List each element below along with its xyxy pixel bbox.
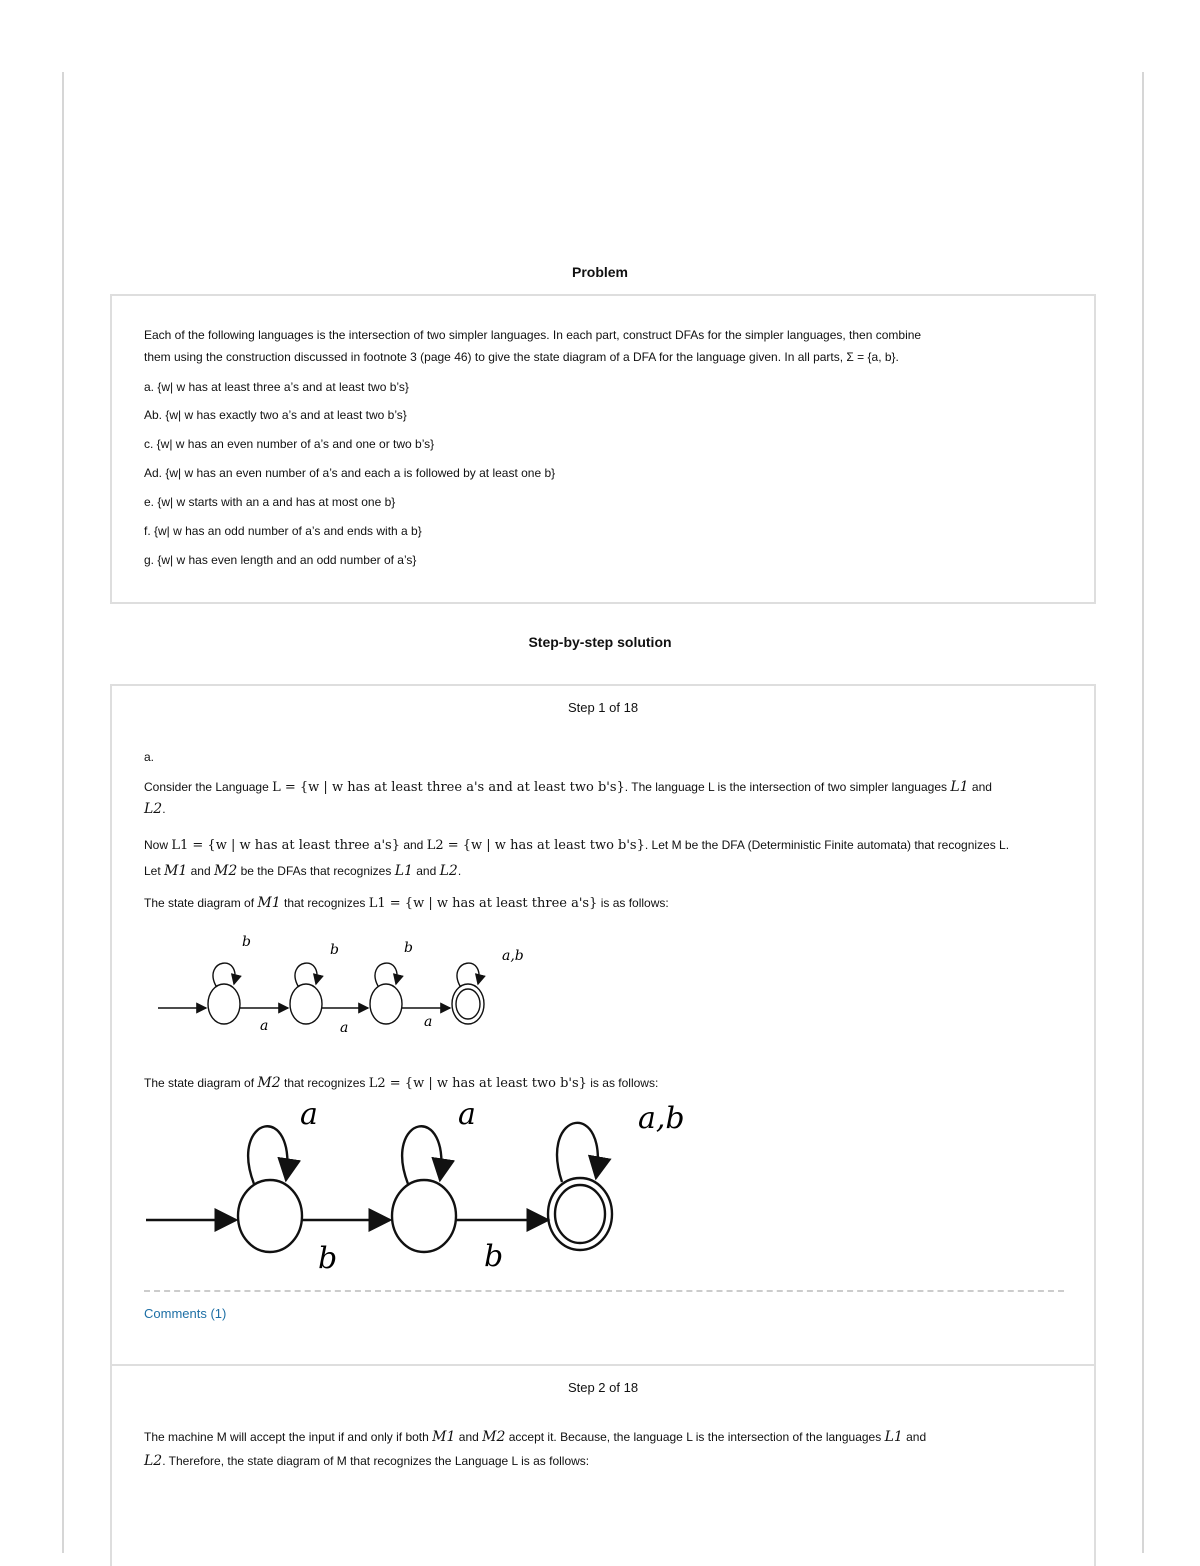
math-language-L: L = {w | w has at least three a's and at least two b's}	[272, 780, 625, 795]
math-L1-def: L1 = {w | w has at least three a's}	[368, 896, 598, 911]
solution-heading: Step-by-step solution	[528, 634, 672, 650]
text: .	[162, 802, 166, 816]
math-M1: M1	[257, 895, 281, 911]
state-p1	[392, 1180, 456, 1252]
problem-heading: Problem	[571, 264, 628, 280]
text: that recognizes	[284, 896, 366, 910]
text: and	[190, 864, 211, 878]
math-M1: M1	[432, 1429, 456, 1445]
loop-q3-label: a,b	[502, 948, 524, 964]
problem-part-g: g. {w| w has even length and an odd number of a’s}	[144, 553, 417, 567]
state-q3-accept-inner	[456, 989, 480, 1019]
math-L1: L1	[394, 863, 413, 879]
text: Let	[144, 864, 161, 878]
loop-p0	[248, 1126, 287, 1184]
text: and	[416, 864, 437, 878]
text: Now	[144, 838, 169, 852]
state-p0	[238, 1180, 302, 1252]
state-q2	[370, 984, 402, 1024]
text: that recognizes	[284, 1076, 366, 1090]
math-M1: M1	[164, 863, 188, 879]
text: The state diagram of	[144, 896, 255, 910]
text: The machine M will accept the input if and only if both	[144, 1430, 429, 1444]
step-1-line1	[144, 778, 1064, 797]
text: and	[971, 780, 992, 794]
edge-p1-p2-label: b	[484, 1239, 504, 1274]
state-p2-accept	[548, 1178, 612, 1250]
loop-q2	[375, 963, 397, 986]
step-1-line3	[144, 862, 1064, 880]
math-M2: M2	[257, 1075, 281, 1091]
loop-q0-label: b	[242, 934, 251, 950]
text: accept it. Because, the language L is the intersection of the languages	[508, 1430, 882, 1444]
math-M2: M2	[482, 1429, 506, 1445]
step-2-card	[110, 1364, 1096, 1566]
loop-q2-label: b	[404, 940, 413, 956]
edge-p0-p1-label: b	[318, 1241, 338, 1276]
text: The state diagram of	[144, 1076, 255, 1090]
math-L2-def: L2 = {w | w has at least two b's}	[426, 838, 645, 853]
text: be the DFAs that recognizes	[240, 864, 392, 878]
text: is as follows:	[590, 1076, 659, 1090]
comments-link[interactable]: Comments (1)	[144, 1306, 227, 1321]
text: and	[403, 838, 424, 852]
state-p2-accept-inner	[555, 1185, 605, 1243]
loop-p1	[402, 1126, 441, 1184]
problem-part-d: Ad. {w| w has an even number of a’s and each a is followed by at least one b}	[144, 466, 556, 480]
math-L2-def: L2 = {w | w has at least two b's}	[368, 1076, 587, 1091]
text: is as follows:	[600, 896, 669, 910]
text: and	[906, 1430, 927, 1444]
problem-part-c: c. {w| w has an even number of a’s and one or two b’s}	[144, 437, 435, 451]
loop-q1	[295, 963, 317, 986]
problem-part-f: f. {w| w has an odd number of a’s and ends with a b}	[144, 524, 422, 538]
dfa-m1-diagram	[142, 926, 562, 1038]
step-1-line2	[144, 836, 1064, 855]
step-1-label: Step 1 of 18	[567, 700, 639, 715]
state-q3-accept	[452, 984, 484, 1024]
problem-part-b: Ab. {w| w has exactly two a’s and at least two b’s}	[144, 408, 407, 422]
text: and	[458, 1430, 479, 1444]
problem-intro-line1: Each of the following languages is the intersection of two simpler languages. In each part, construct DFAs for the simpler languages, then combine	[144, 328, 922, 342]
math-L1: L1	[950, 779, 969, 795]
loop-p2-label: a,b	[638, 1101, 685, 1136]
problem-box	[110, 294, 1096, 604]
text: .	[457, 864, 462, 878]
math-L2: L2	[144, 801, 163, 817]
edge-q2-q3-label: a	[424, 1014, 433, 1030]
text: Consider the Language	[144, 780, 269, 794]
text: . Therefore, the state diagram of M that recognizes the Language L is as follows:	[162, 1454, 590, 1468]
state-q0	[208, 984, 240, 1024]
text: . Let M be the DFA (Deterministic Finite automata) that recognizes L.	[644, 838, 1010, 852]
problem-intro-line2: them using the construction discussed in footnote 3 (page 46) to give the state diagram of a DFA for the language given. In all parts, Σ = {a, b}.	[144, 350, 899, 364]
edge-q1-q2-label: a	[340, 1020, 349, 1036]
loop-q3	[457, 963, 479, 986]
step-1-line1-cont	[144, 800, 1064, 818]
loop-p2	[557, 1123, 598, 1182]
math-L1: L1	[884, 1429, 903, 1445]
text: . The language L is the intersection of two simpler languages	[624, 780, 947, 794]
step-1-card	[110, 684, 1096, 1370]
divider	[144, 1290, 1064, 1292]
dfa-m2-diagram	[142, 1096, 722, 1276]
step-2-label: Step 2 of 18	[567, 1380, 639, 1395]
step-1-line4	[144, 894, 1064, 913]
edge-q0-q1-label: a	[260, 1018, 269, 1034]
problem-part-e: e. {w| w starts with an a and has at most one b}	[144, 495, 396, 509]
state-q1	[290, 984, 322, 1024]
math-M2: M2	[214, 863, 238, 879]
math-L2: L2	[439, 863, 458, 879]
math-L1-def: L1 = {w | w has at least three a's}	[171, 838, 400, 853]
problem-part-a: a. {w| w has at least three a’s and at least two b’s}	[144, 380, 409, 394]
loop-q1-label: b	[330, 942, 339, 958]
math-L2: L2	[144, 1453, 163, 1469]
loop-p0-label: a	[300, 1097, 318, 1132]
step-1-line5	[144, 1074, 1064, 1093]
step-2-line2	[144, 1452, 1064, 1470]
loop-q0	[213, 963, 235, 986]
step-1-part-label: a.	[144, 750, 155, 764]
step-2-line1	[144, 1428, 1064, 1446]
loop-p1-label: a	[458, 1097, 476, 1132]
